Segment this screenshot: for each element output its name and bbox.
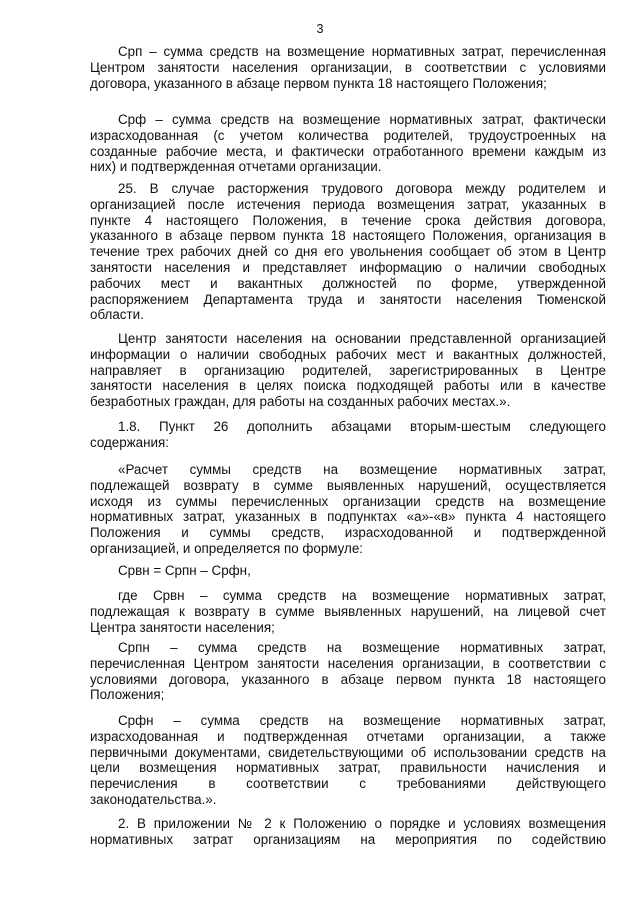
text-line: безработных граждан, для работы на созданных рабочих местах.».	[90, 394, 511, 410]
formula	[90, 563, 606, 579]
text-line: договора, указанного в абзаце первом пункта 18 настоящего Положения;	[90, 75, 547, 91]
paragraph-srfn	[90, 713, 606, 808]
text-line: 25. В случае расторжения трудового договора между родителем и	[118, 181, 606, 196]
text-line: исходя из суммы перечисленных организации средств на возмещение	[90, 493, 606, 509]
text-line: израсходованная и подтвержденная отчетами организации, а также	[90, 728, 606, 744]
text-line: законодательства.».	[90, 791, 217, 807]
text-line: Срфн – сумма средств на возмещение нормативных затрат,	[118, 713, 606, 728]
text-line: организацией после истечения периода возмещения затрат, указанных в	[90, 196, 606, 212]
paragraph-1-8	[90, 419, 606, 451]
text-line: «Расчет суммы средств на возмещение нормативных затрат,	[118, 462, 606, 477]
text-line: цели возмещения нормативных затрат, правильности начисления и	[90, 760, 606, 776]
text-line: подлежащая к возврату в сумме выявленных нарушений, на лицевой счет	[90, 603, 606, 619]
text-line: перечисления в соответствии с требованиями действующего	[90, 776, 606, 792]
paragraph-srpn	[90, 640, 606, 703]
text-line: Центром занятости населения организации, в соответствии с условиями	[90, 59, 606, 75]
paragraph-25	[90, 181, 606, 323]
text-line: перечисленная Центром занятости населения организации, в соответствии с	[90, 655, 606, 671]
text-line: Центра занятости населения;	[90, 619, 275, 635]
text-line: 1.8. Пункт 26 дополнить абзацами вторым-шестым следующего	[118, 419, 606, 434]
formula-line: Срвн = Српн – Срфн,	[118, 563, 251, 578]
text-line: израсходованная (с учетом количества родителей, трудоустроенных на	[90, 127, 606, 143]
text-line: Центр занятости населения на основании представленной организацией	[118, 331, 606, 346]
text-line: течение трех рабочих дней со дня его увольнения сообщает об этом в Центр	[90, 244, 606, 260]
text-line: созданные рабочие места, и фактически отработанного времени каждым из	[90, 143, 606, 159]
text-line: указанного в абзаце первом пункта 18 настоящего Положения, организация в	[90, 228, 606, 244]
paragraph-2	[90, 816, 606, 848]
paragraph-srp	[90, 44, 606, 91]
text-line: них) и подтвержденная отчетами организации.	[90, 159, 382, 175]
text-line: нормативных затрат организациям на мероприятия по содействию	[90, 831, 606, 847]
paragraph-employment-center	[90, 331, 606, 410]
text-line: области.	[90, 307, 144, 323]
paragraph-calculation	[90, 462, 606, 557]
page-number: 3	[316, 22, 324, 36]
text-line: Срф – сумма средств на возмещение нормативных затрат, фактически	[118, 112, 606, 127]
text-line: Положения и суммы средств, израсходованной и подтвержденной	[90, 525, 606, 541]
text-line: Српн – сумма средств на возмещение нормативных затрат,	[118, 640, 606, 655]
text-line: условиями договора, указанного в абзаце первом пункта 18 настоящего	[90, 671, 606, 687]
paragraph-srf	[90, 112, 606, 175]
paragraph-srvn	[90, 588, 606, 635]
text-line: первичными документами, свидетельствующими об использовании средств на	[90, 744, 606, 760]
text-line: информации о наличии свободных рабочих мест и вакантных должностей,	[90, 346, 606, 362]
text-line: занятости населения в целях поиска подходящей работы или в качестве	[90, 378, 606, 394]
text-line: нормативных затрат, указанных в подпунктах «а»-«в» пункта 4 настоящего	[90, 509, 606, 525]
text-line: направляет в организацию родителей, зарегистрированных в Центре	[90, 362, 606, 378]
text-line: подлежащей возврату в сумме выявленных нарушений, осуществляется	[90, 477, 606, 493]
text-line: Положения;	[90, 687, 165, 703]
text-line: содержания:	[90, 434, 169, 450]
text-line: пункте 4 настоящего Положения, в течение срока действия договора,	[90, 212, 606, 228]
text-line: организацией, и определяется по формуле:	[90, 540, 364, 556]
text-line: занятости населения и представляет информацию о наличии свободных	[90, 259, 606, 275]
text-line: 2. В приложении № 2 к Положению о порядке и условиях возмещения	[118, 816, 606, 831]
text-line: где Срвн – сумма средств на возмещение нормативных затрат,	[118, 588, 606, 603]
text-line: Срп – сумма средств на возмещение нормативных затрат, перечисленная	[118, 44, 606, 59]
text-line: распоряжением Департамента труда и занятости населения Тюменской	[90, 291, 606, 307]
text-line: рабочих мест и вакантных должностей по форме, утвержденной	[90, 275, 606, 291]
